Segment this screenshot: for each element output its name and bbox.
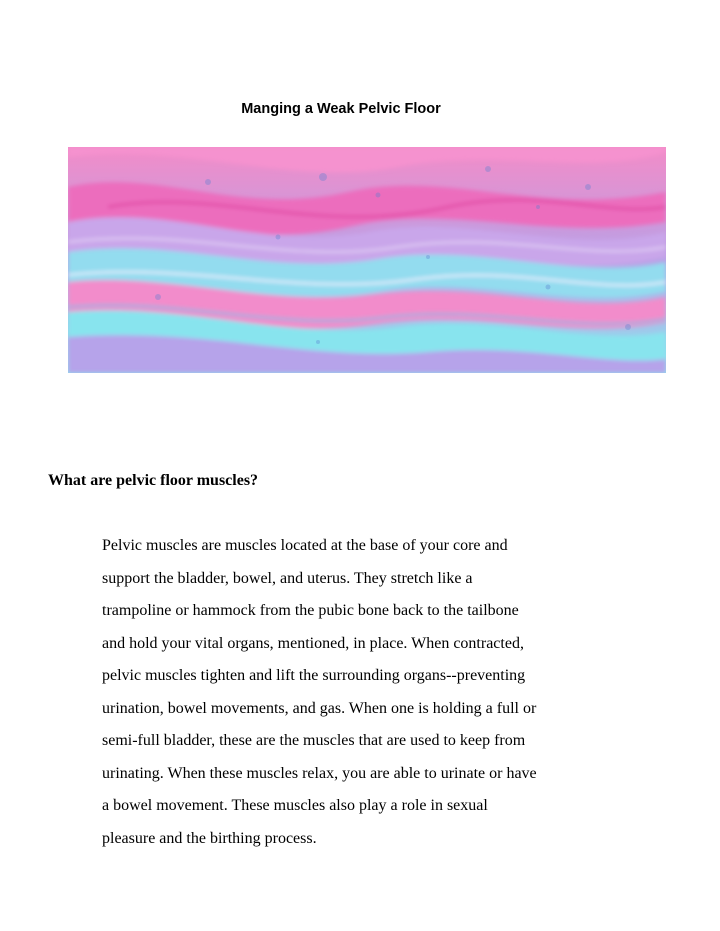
paragraph-line: and hold your vital organs, mentioned, in place. When contracted,	[102, 634, 524, 652]
paragraph-line: a bowel movement. These muscles also play a role in sexual	[102, 797, 488, 814]
marbled-paint-svg	[68, 147, 666, 373]
paragraph-line: Pelvic muscles are muscles located at the base of your core and	[102, 537, 508, 554]
body-paragraph	[102, 530, 537, 855]
paragraph-line: urinating. When these muscles relax, you are able to urinate or have	[102, 764, 537, 782]
paragraph-line: support the bladder, bowel, and uterus. They stretch like a	[102, 569, 473, 587]
section-heading: What are pelvic floor muscles?	[48, 472, 259, 489]
paragraph-line: pelvic muscles tighten and lift the surrounding organs--preventing	[102, 667, 526, 684]
paragraph-line: semi-full bladder, these are the muscles that are used to keep from	[102, 732, 526, 749]
document-title: Manging a Weak Pelvic Floor	[241, 101, 441, 117]
paragraph-line: pleasure and the birthing process.	[102, 829, 317, 847]
paragraph-line: trampoline or hammock from the pubic bone back to the tailbone	[102, 602, 519, 619]
marbled-paint-image	[68, 147, 666, 373]
paragraph-line: urination, bowel movements, and gas. When one is holding a full or	[102, 699, 537, 717]
